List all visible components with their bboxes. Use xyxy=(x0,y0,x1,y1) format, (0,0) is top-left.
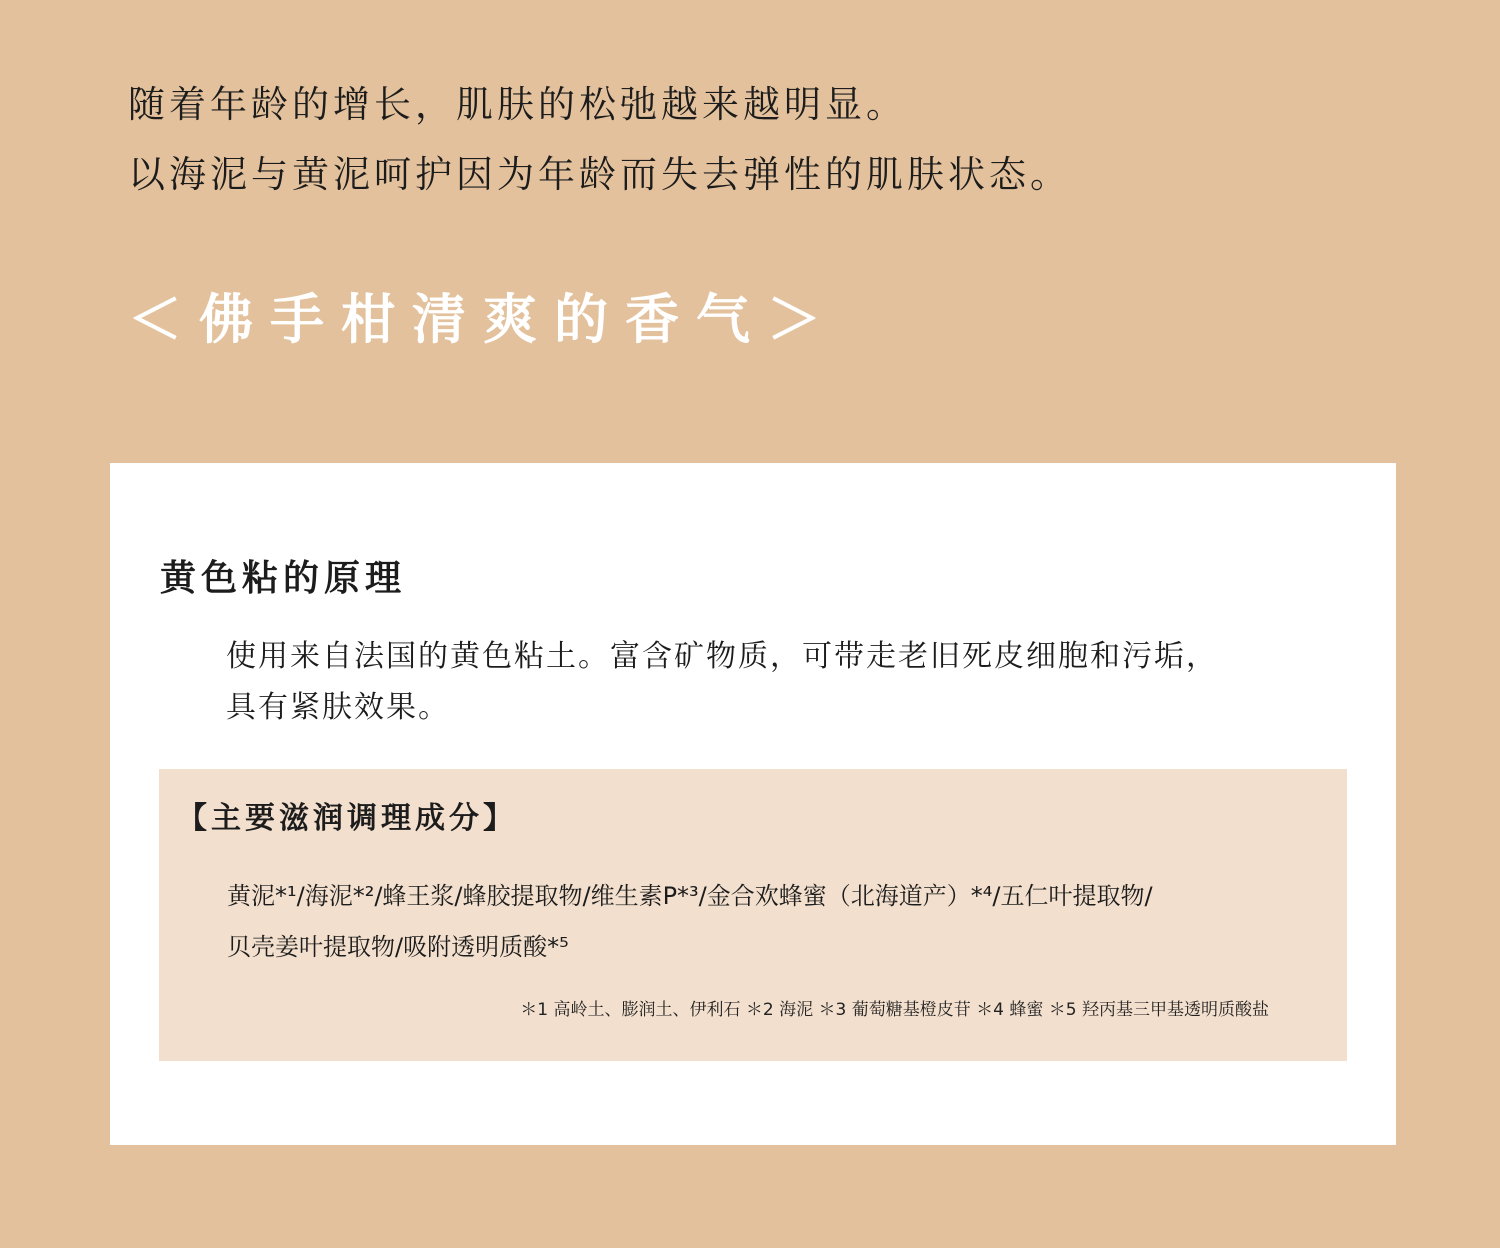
ingredients-line-2: 贝壳姜叶提取物/吸附透明质酸*⁵ xyxy=(227,933,569,961)
card-body-line-2: 具有紧肤效果。 xyxy=(226,690,450,725)
intro-line-2: 以海泥与黄泥呵护因为年龄而失去弹性的肌肤状态。 xyxy=(128,153,1071,196)
intro-text xyxy=(128,70,1428,210)
principle-card xyxy=(110,463,1396,1145)
ingredients-panel xyxy=(159,769,1347,1061)
ingredients-line-1: 黄泥*¹/海泥*²/蜂王浆/蜂胶提取物/维生素P*³/金合欢蜂蜜（北海道产）*⁴/五仁叶提取物/ xyxy=(227,882,1153,910)
ingredients-title: 【主要滋润调理成分】 xyxy=(177,801,517,836)
intro-line-1: 随着年龄的增长，肌肤的松弛越来越明显。 xyxy=(128,83,907,126)
card-title: 黄色粘的原理 xyxy=(160,558,407,599)
ingredients-list xyxy=(227,871,1307,973)
fragrance-heading: ＜佛手柑清爽的香气＞ xyxy=(128,288,838,351)
card-body xyxy=(226,631,1306,733)
ingredients-footnotes: ＊1 高岭土、膨润土、伊利石 ＊2 海泥 ＊3 葡萄糖基橙皮苷 ＊4 蜂蜜 ＊5 羟丙基三甲基透明质酸盐 xyxy=(520,1000,1269,1020)
card-body-line-1: 使用来自法国的黄色粘土。富含矿物质，可带走老旧死皮细胞和污垢， xyxy=(226,639,1218,674)
